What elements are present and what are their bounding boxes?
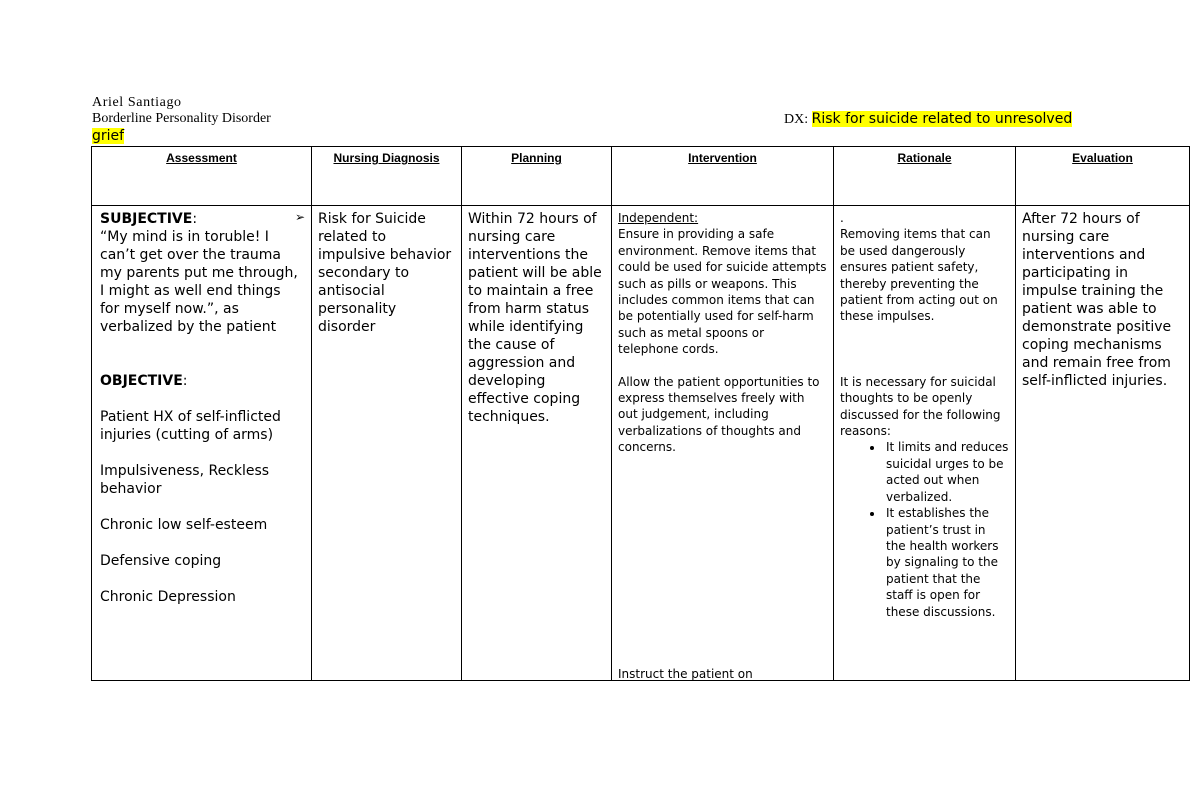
rationale-dot: . xyxy=(840,211,844,225)
table-header-row xyxy=(92,147,1190,206)
subjective-text: “My mind is in toruble! I can’t get over the trauma my parents put me through, I might as well end things for myself now.”, as verbalized by the patient xyxy=(100,229,298,335)
evaluation-text: After 72 hours of nursing care interventions and participating in impulse training the patient was able to demonstrate positive coping mechanisms and remain free from self-inflicted injuries. xyxy=(1022,211,1172,389)
table-body-row xyxy=(92,206,1190,681)
dx-label: DX: xyxy=(784,112,809,127)
disorder-title: Borderline Personality Disorder xyxy=(92,111,271,126)
list-item: • It establishes the patient’s trust in the health workers by signaling to the patient that the staff is open for these discussions. xyxy=(884,505,1009,620)
header-evaluation: Evaluation xyxy=(1016,147,1190,206)
planning-cell xyxy=(462,206,612,681)
nursing-diagnosis-cell xyxy=(312,206,462,681)
dx-line xyxy=(784,111,1072,128)
objective-item: Defensive coping xyxy=(100,553,222,569)
rationale-list xyxy=(840,439,1009,619)
header-nursing-diagnosis: Nursing Diagnosis xyxy=(312,147,462,206)
evaluation-cell xyxy=(1016,206,1190,681)
subjective-label: SUBJECTIVE xyxy=(100,211,193,227)
header-intervention: Intervention xyxy=(612,147,834,206)
objective-item: Patient HX of self-inflicted injuries (cutting of arms) xyxy=(100,409,281,443)
list-item: • It limits and reduces suicidal urges to be acted out when verbalized. xyxy=(884,439,1009,505)
header-assessment: Assessment xyxy=(92,147,312,206)
rationale-paragraph: It is necessary for suicidal thoughts to be openly discussed for the following reasons: xyxy=(840,374,1001,439)
rationale-cell xyxy=(834,206,1016,681)
rationale-paragraph: Removing items that can be used dangerously ensures patient safety, thereby preventing the patient from acting out on these impulses. xyxy=(840,227,998,324)
objective-label: OBJECTIVE xyxy=(100,373,183,389)
intervention-label: Independent: xyxy=(618,211,699,225)
planning-text: Within 72 hours of nursing care interventions the patient will be able to maintain a free from harm status while identifying the cause of aggression and developing effective coping techniques. xyxy=(468,211,602,425)
arrow-bullet-icon: ➢ xyxy=(294,210,305,224)
intervention-paragraph: Ensure in providing a safe environment. Remove items that could be used for suicide attempts such as pills or weapons. This includes common items that can be potentially used for self-harm such as metal spoons or telephone cords. xyxy=(618,227,827,357)
intervention-paragraph: Allow the patient opportunities to express themselves freely with out judgement, including verbalizations of thoughts and concerns. xyxy=(618,374,820,455)
care-plan-table xyxy=(91,146,1190,681)
objective-item: Impulsiveness, Reckless behavior xyxy=(100,463,270,497)
dx-text: Risk for suicide related to unresolved xyxy=(811,111,1073,127)
dx-text-continued: grief xyxy=(92,128,125,144)
header-planning: Planning xyxy=(462,147,612,206)
intervention-paragraph: Instruct the patient on xyxy=(618,667,753,681)
objective-item: Chronic low self-esteem xyxy=(100,517,268,533)
student-name: Ariel Santiago xyxy=(92,95,182,110)
nursing-diagnosis-text: Risk for Suicide related to impulsive behavior secondary to antisocial personality disorder xyxy=(318,211,452,335)
intervention-cell xyxy=(612,206,834,681)
assessment-cell: ➢ SUBJECTIVE: “My mind is in toruble! I can’t get over the trauma my parents put me through, I might as well end things for myself now.”, as verbalized by the patient OBJECTIVE: Patient HX of self-inflicted injuries (cutting of arms) Impulsiveness, Reckless behavior Chronic low self-esteem Defensive coping Chronic Depression xyxy=(92,206,312,681)
objective-item: Chronic Depression xyxy=(100,589,236,605)
header-rationale: Rationale xyxy=(834,147,1016,206)
